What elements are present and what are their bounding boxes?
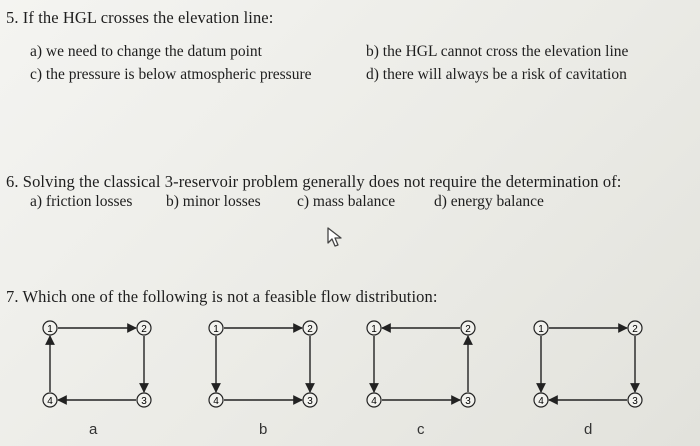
node-2-label: 2 [465,324,471,335]
node-4-label: 4 [47,396,53,407]
question-5 [6,8,273,28]
flow-diagram-c-svg [358,318,488,414]
node-1-label: 1 [47,324,53,335]
q6-option-c: c) mass balance [297,193,396,210]
question-7 [6,287,438,307]
node-2-label: 2 [632,324,638,335]
flow-diagram-d-svg [525,318,655,414]
node-3-label: 3 [307,396,313,407]
q6-option-d: d) energy balance [434,193,544,210]
question-6 [6,172,622,192]
question-7-stem: 7. Which one of the following is not a feasible flow distribution: [6,287,438,306]
q6-option-b: b) minor losses [166,193,261,210]
q5-option-b: b) the HGL cannot cross the elevation line [366,43,629,60]
flow-diagram-a-label: a [89,421,98,438]
node-3-label: 3 [141,396,147,407]
q6-option-a: a) friction losses [30,193,133,210]
q5-option-c: c) the pressure is below atmospheric pressure [30,66,312,83]
node-4-label: 4 [213,396,219,407]
question-6-stem: 6. Solving the classical 3-reservoir problem generally does not require the determination of: [6,172,622,191]
question-5-stem: 5. If the HGL crosses the elevation line: [6,8,274,27]
q5-option-a: a) we need to change the datum point [30,43,262,60]
flow-diagram-d [525,318,655,414]
flow-diagram-c [358,318,488,414]
flow-diagram-c-label: c [417,421,425,438]
node-2-label: 2 [141,324,147,335]
flow-diagram-a-svg [34,318,164,414]
node-3-label: 3 [465,396,471,407]
node-3-label: 3 [632,396,638,407]
flow-diagram-b-svg [200,318,330,414]
node-4-label: 4 [538,396,544,407]
mouse-cursor-icon [326,226,344,253]
flow-diagram-d-label: d [584,421,593,438]
flow-diagram-b-label: b [259,421,268,438]
q5-option-d: d) there will always be a risk of cavitation [366,66,627,83]
node-2-label: 2 [307,324,313,335]
node-1-label: 1 [213,324,219,335]
node-1-label: 1 [538,324,544,335]
node-1-label: 1 [371,324,377,335]
flow-diagram-a [34,318,164,414]
flow-diagram-b [200,318,330,414]
node-4-label: 4 [371,396,377,407]
